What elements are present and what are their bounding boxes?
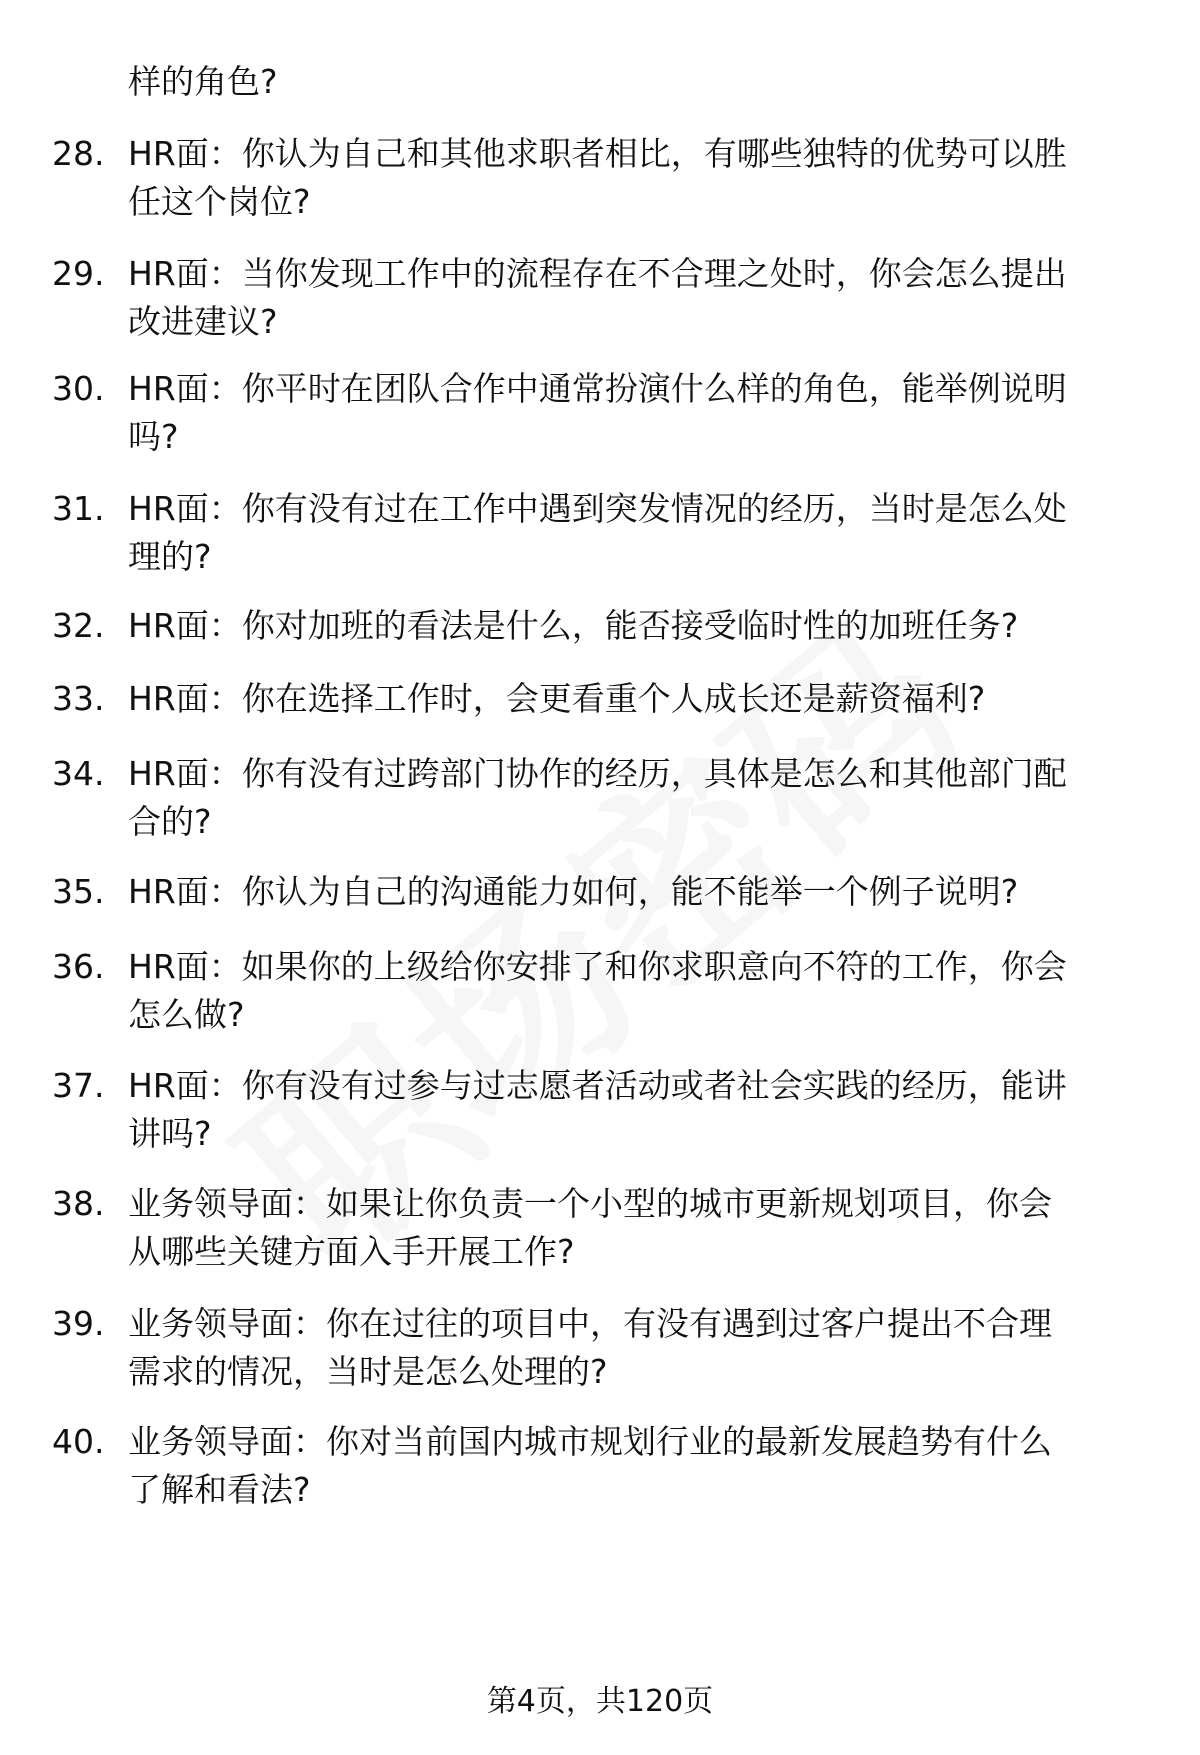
question-number: 29. — [52, 254, 105, 293]
question-item — [52, 675, 1152, 723]
question-text — [128, 365, 1128, 461]
question-number: 37. — [52, 1066, 105, 1105]
question-item — [52, 130, 1152, 226]
question-line: 理的? — [128, 537, 212, 576]
question-text — [128, 130, 1128, 226]
question-line: HR面：你认为自己和其他求职者相比，有哪些独特的优势可以胜 — [128, 134, 1067, 173]
question-item — [52, 1062, 1152, 1158]
question-line: 需求的情况，当时是怎么处理的? — [128, 1352, 608, 1391]
question-item — [52, 485, 1152, 581]
question-text — [128, 868, 1128, 916]
question-line: HR面：你有没有过参与过志愿者活动或者社会实践的经历，能讲 — [128, 1066, 1067, 1105]
question-line: 改进建议? — [128, 302, 278, 341]
question-number: 39. — [52, 1304, 105, 1343]
question-number: 33. — [52, 679, 105, 718]
question-line: 了解和看法? — [128, 1470, 311, 1509]
question-number: 35. — [52, 872, 105, 911]
question-line: HR面：当你发现工作中的流程存在不合理之处时，你会怎么提出 — [128, 254, 1067, 293]
question-line: 从哪些关键方面入手开展工作? — [128, 1232, 575, 1271]
question-text — [128, 675, 1128, 723]
question-line: HR面：你认为自己的沟通能力如何，能不能举一个例子说明? — [128, 872, 1019, 911]
question-text — [128, 1418, 1128, 1514]
question-line: 业务领导面：如果让你负责一个小型的城市更新规划项目，你会 — [128, 1184, 1052, 1223]
question-number: 34. — [52, 754, 105, 793]
question-item — [52, 365, 1152, 461]
question-line: HR面：你平时在团队合作中通常扮演什么样的角色，能举例说明 — [128, 369, 1067, 408]
question-line: HR面：你对加班的看法是什么，能否接受临时性的加班任务? — [128, 606, 1019, 645]
question-text — [128, 1180, 1128, 1276]
question-item — [52, 602, 1152, 650]
question-item — [52, 750, 1152, 846]
question-text — [128, 485, 1128, 581]
page-footer: 第4页，共120页 — [486, 1684, 714, 1719]
question-number: 30. — [52, 369, 105, 408]
question-line: 业务领导面：你在过往的项目中，有没有遇到过客户提出不合理 — [128, 1304, 1052, 1343]
question-item — [52, 868, 1152, 916]
question-line: 业务领导面：你对当前国内城市规划行业的最新发展趋势有什么 — [128, 1422, 1052, 1461]
question-line: 讲吗? — [128, 1114, 212, 1153]
question-line: HR面：你有没有过在工作中遇到突发情况的经历，当时是怎么处 — [128, 489, 1067, 528]
continuation-text: 样的角色? — [128, 62, 278, 101]
question-number: 31. — [52, 489, 105, 528]
question-line: HR面：如果你的上级给你安排了和你求职意向不符的工作，你会 — [128, 947, 1067, 986]
question-number: 36. — [52, 947, 105, 986]
question-text — [128, 943, 1128, 1039]
question-line: 合的? — [128, 802, 212, 841]
question-item — [52, 1418, 1152, 1514]
question-number: 38. — [52, 1184, 105, 1223]
question-line: HR面：你有没有过跨部门协作的经历，具体是怎么和其他部门配 — [128, 754, 1067, 793]
question-text — [128, 602, 1128, 650]
question-text — [128, 1062, 1128, 1158]
question-text — [128, 250, 1128, 346]
question-item — [52, 250, 1152, 346]
question-number: 32. — [52, 606, 105, 645]
question-text — [128, 1300, 1128, 1396]
question-line: HR面：你在选择工作时，会更看重个人成长还是薪资福利? — [128, 679, 986, 718]
question-number: 28. — [52, 134, 105, 173]
question-item — [52, 1300, 1152, 1396]
question-line: 怎么做? — [128, 995, 245, 1034]
question-line: 吗? — [128, 417, 179, 456]
question-item — [52, 1180, 1152, 1276]
question-text — [128, 750, 1128, 846]
question-line: 任这个岗位? — [128, 182, 311, 221]
question-item — [52, 943, 1152, 1039]
question-number: 40. — [52, 1422, 105, 1461]
